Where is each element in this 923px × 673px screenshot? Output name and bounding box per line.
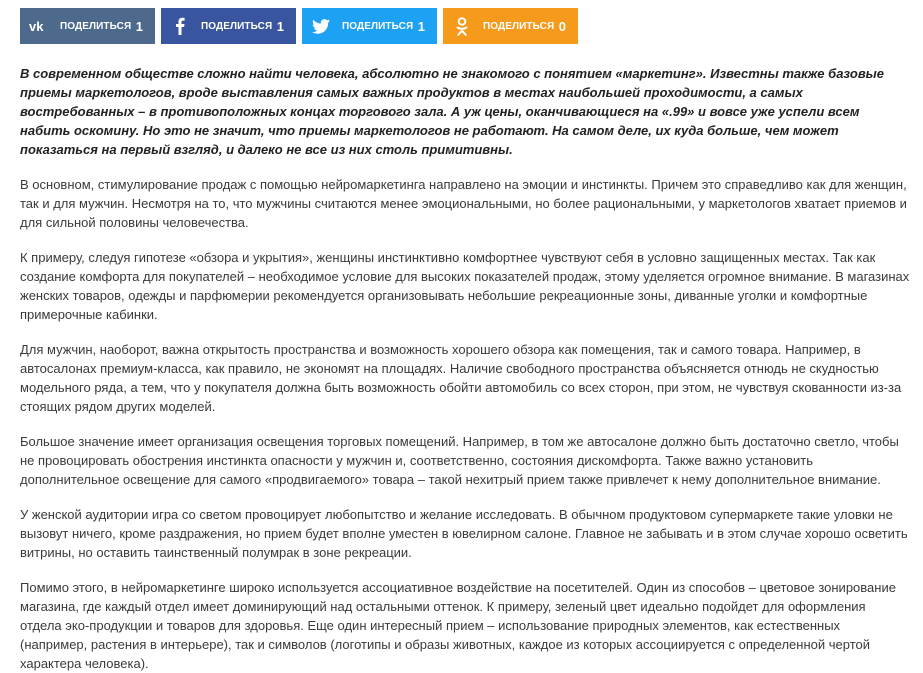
vk-share-button[interactable] — [20, 8, 155, 44]
article-paragraph: К примеру, следуя гипотезе «обзора и укрытия», женщины инстинктивно комфортнее чувствуют себя в условно защищенных местах. Так как создание комфорта для покупателей – необходимое условие для высоких показателей продаж, этому уделяется огромное внимание. В магазинах женских товаров, одежды и парфюмерии рекомендуется организовывать небольшие рекреационные зоны, диванные уголки и комфортные примерочные кабинки. — [20, 250, 910, 322]
odnoklassniki-icon — [443, 8, 481, 44]
facebook-icon — [161, 8, 199, 44]
facebook-share-button[interactable] — [161, 8, 296, 44]
odnoklassniki-share-count: 0 — [558, 18, 566, 34]
article-paragraph: Большое значение имеет организация освещения торговых помещений. Например, в том же автосалоне должно быть достаточно светло, чтобы не провоцировать обострения инстинкта опасности у мужчин и, соответственно, состояния дискомфорта. Также важно установить дополнительное освещение для самого «продвигаемого» товара – такой нехитрый прием также привлечет к нему дополнительное внимание. — [20, 434, 899, 487]
article-body — [20, 64, 910, 673]
facebook-share-label: ПОДЕЛИТЬСЯ — [201, 20, 273, 32]
odnoklassniki-share-button[interactable] — [443, 8, 578, 44]
article-paragraph: Помимо этого, в нейромаркетинге широко используется ассоциативное воздействие на посетителей. Один из способов – цветовое зонирование магазина, где каждый отдел имеет доминирующий над остальными оттенок. К примеру, зеленый цвет идеально подойдет для оформления отдела эко-продукции и товаров для здоровья. Еще один интересный прием – использование природных элементов, как естественных (например, растения в интерьере), так и символов (логотипы и образы животных, каждое из которых ассоциируется с определенной чертой характера человека). — [20, 580, 896, 671]
facebook-share-count: 1 — [276, 18, 284, 34]
odnoklassniki-share-label: ПОДЕЛИТЬСЯ — [483, 20, 555, 32]
vk-icon — [20, 8, 58, 44]
share-bar — [20, 8, 913, 44]
twitter-icon — [302, 8, 340, 44]
vk-share-count: 1 — [135, 18, 143, 34]
twitter-share-button[interactable] — [302, 8, 437, 44]
twitter-share-label: ПОДЕЛИТЬСЯ — [342, 20, 414, 32]
twitter-share-count: 1 — [417, 18, 425, 34]
article-paragraph: Для мужчин, наоборот, важна открытость пространства и возможность хорошего обзора как помещения, так и самого товара. Например, в автосалонах премиум-класса, как правило, не экономят на площадях. Наличие свободного пространства объясняется отнюдь не скудностью модельного ряда, а тем, что у покупателя должна быть возможность обойти автомобиль со всех сторон, при этом, не чувствуя скованности из-за стоящих рядом других моделей. — [20, 342, 902, 414]
article-paragraph: У женской аудитории игра со светом провоцирует любопытство и желание исследовать. В обычном продуктовом супермаркете такие уловки не вызовут ничего, кроме раздражения, но прием будет вполне уместен в ювелирном салоне. Главное не забывать и в этом случае хорошо осветить витрины, но оставить таинственный полумрак в зоне рекреации. — [20, 507, 908, 560]
article-lead: В современном обществе сложно найти человека, абсолютно не знакомого с понятием «маркетинг». Известны также базовые приемы маркетологов, вроде выставления самых важных продуктов в местах наибольшей проходимости, а самых востребованных – в противоположных концах торгового зала. А уж цены, оканчивающиеся на «.99» и вовсе уже успели всем набить оскомину. Но это не значит, что приемы маркетологов не работают. На самом деле, их куда больше, чем может показаться на первый взгляд, и далеко не все из них столь примитивны. — [20, 66, 885, 157]
vk-share-label: ПОДЕЛИТЬСЯ — [60, 20, 132, 32]
svg-text:vk: vk — [29, 19, 44, 34]
article-paragraph: В основном, стимулирование продаж с помощью нейромаркетинга направлено на эмоции и инстинкты. Причем это справедливо как для женщин, так и для мужчин. Несмотря на то, что мужчины считаются менее эмоциональными, но более рациональными, у маркетологов хватает приемов и для сильной половины человечества. — [20, 177, 907, 230]
